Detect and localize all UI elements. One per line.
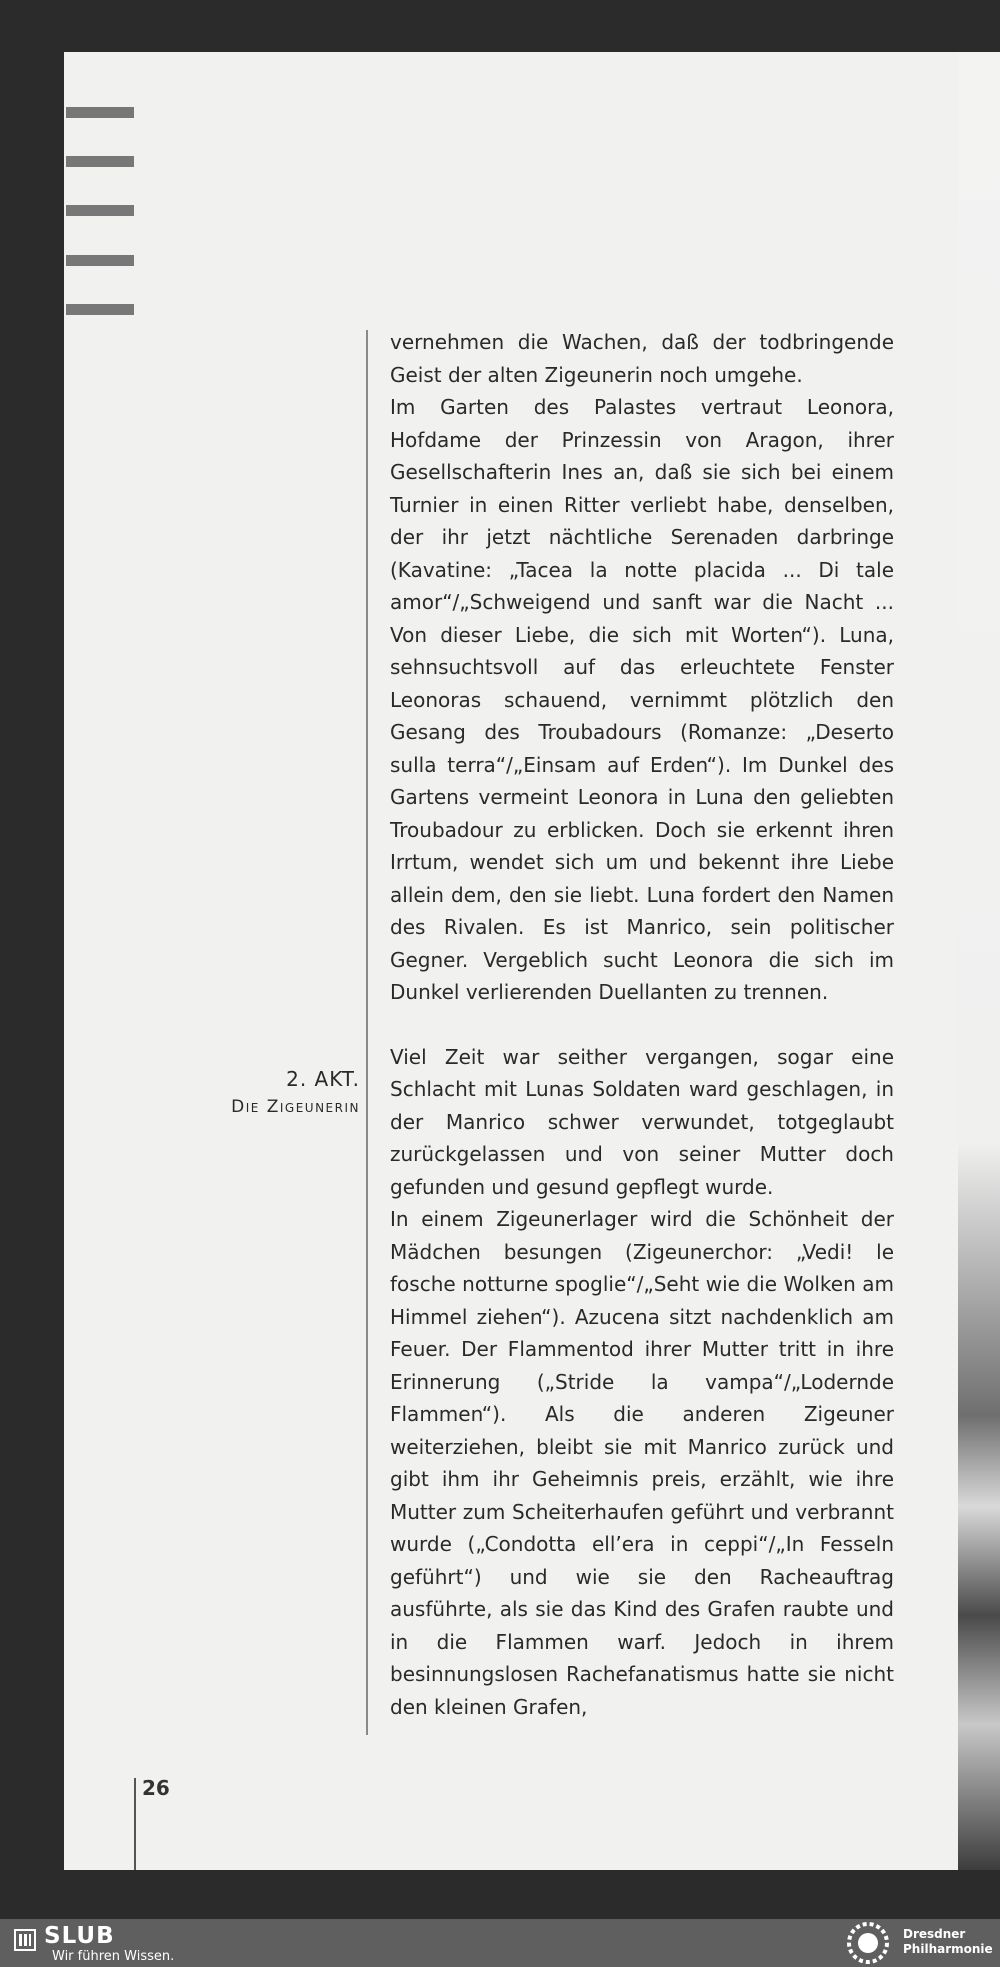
paragraph: vernehmen die Wachen, daß der todbringende Geist der alten Zigeunerin noch umgehe. — [390, 330, 894, 387]
paragraph: Im Garten des Palastes vertraut Leonora, Hofdame der Prinzessin von Aragon, ihrer Gesellschafterin Ines an, daß sie sich bei einem Turnier in einen Ritter verliebt habe, denselben, der ihr jetzt nächtliche Serenaden darbringe (Kavatine: „Tacea la notte placida ... Di tale amor“/„Schweigend und sanft war die Nacht ... Von dieser Liebe, die sich mit Worten“). Luna, sehnsuchtsvoll auf das erleuchtete Fenster Leonoras schauend, vernimmt plötzlich den Gesang des Troubadours (Romanze: „Deserto sulla terra“/„Einsam auf Erden“). Im Dunkel des Gartens vermeint Leonora in Luna den geliebten Troubadour zu erblicken. Doch sie erkennt ihren Irrtum, wendet sich um und bekennt ihre Liebe allein dem, den sie liebt. Luna fordert den Namen des Rivalen. Es ist Manrico, sein politischer Gegner. Vergeblich sucht Leonora die sich im Dunkel verlierenden Duellanten zu trennen. — [390, 395, 894, 1004]
act-title: Die Zigeunerin — [231, 1097, 360, 1117]
partner-name — [903, 1927, 998, 1957]
footer-bar — [0, 1919, 1000, 1967]
margin-bar — [66, 107, 134, 118]
act-number: 2. AKT. — [286, 1067, 360, 1091]
page-number: 26 — [142, 1776, 170, 1800]
page-number-rule — [134, 1778, 136, 1870]
margin-bar — [66, 304, 134, 315]
margin-bar — [66, 255, 134, 266]
slub-logo-icon — [14, 1929, 36, 1951]
partner-name-line: Dresdner — [903, 1927, 966, 1941]
column-divider — [366, 330, 368, 1735]
partner-name-line: Philharmonie — [903, 1942, 993, 1956]
body-text — [390, 326, 894, 1723]
paragraph: Viel Zeit war seither vergangen, sogar eine Schlacht mit Lunas Soldaten ward geschlagen, in der Manrico schwer verwundet, totgeglaubt zurückgelassen und von seiner Mutter doch gefunden und gesund gepflegt wurde. — [390, 1044, 894, 1199]
act-heading — [231, 1065, 360, 1121]
library-tagline: Wir führen Wissen. — [52, 1949, 175, 1964]
facing-page-photo-edge — [958, 52, 1000, 1870]
paragraph: In einem Zigeunerlager wird die Schönheit der Mädchen besungen (Zigeunerchor: „Vedi! le fosche notturne spoglie“/„Seht wie die Wolken am Himmel ziehen“). Azucena sitzt nachdenklich am Feuer. Der Flammentod ihrer Mutter tritt in ihre Erinnerung („Stride la vampa“/„Lodernde Flammen“). Als die anderen Zigeuner weiterziehen, bleibt sie mit Manrico zurück und gibt ihm ihr Geheimnis preis, erzählt, wie ihre Mutter zum Scheiterhaufen geführt und verbrannt wurde („Condotta ell’era in ceppi“/„In Fesseln geführt“) und wie sie den Racheauftrag ausführte, als sie das Kind des Grafen raubte und in die Flammen warf. Jedoch in ihrem besinnungslosen Rachefanatismus hatte sie nicht den kleinen Grafen, — [390, 1207, 894, 1719]
library-name: SLUB — [44, 1923, 115, 1949]
margin-bar — [66, 205, 134, 216]
philharmonie-logo-icon — [842, 1921, 894, 1965]
margin-bar — [66, 156, 134, 167]
